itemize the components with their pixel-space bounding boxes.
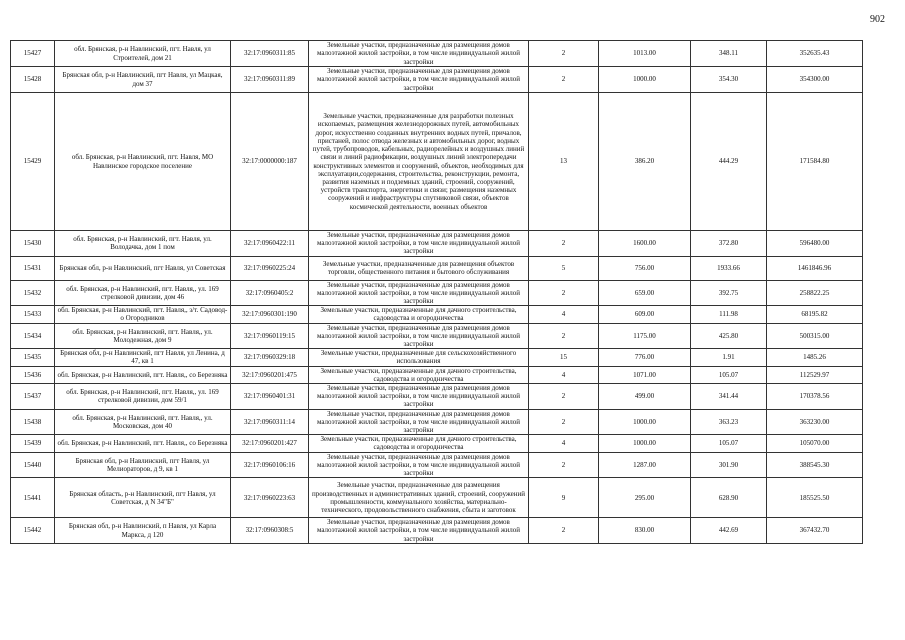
use-group-cell: 4 [529, 435, 599, 452]
cadastral-number-cell: 32:17:0960201:475 [231, 366, 309, 383]
cadastral-number-cell: 32:17:0960201:427 [231, 435, 309, 452]
address-cell: обл. Брянская, р-н Навлинский, пгт. Навля,, сo Березняка [55, 435, 231, 452]
address-cell: обл. Брянская, р-н Навлинский, пгт. Навля,, з/т. Садовод-о Огородников [55, 306, 231, 323]
cadastral-value-cell: 105070.00 [767, 435, 863, 452]
cadastral-number-cell: 32:17:0960119:15 [231, 323, 309, 349]
area-cell: 659.00 [599, 280, 691, 306]
row-id-cell: 15440 [11, 452, 55, 478]
table-row [11, 384, 863, 410]
use-group-cell: 13 [529, 93, 599, 231]
table-body [11, 41, 863, 544]
cadastral-value-cell: 1485.26 [767, 349, 863, 366]
cadastral-number-cell: 32:17:0960225:24 [231, 256, 309, 280]
specific-value-cell: 442.69 [691, 518, 767, 544]
land-use-cell: Земельные участки, предназначенные для размещения домов малоэтажной жилой застройки, в том числе индивидуальной жилой застройки [309, 384, 529, 410]
table-row [11, 280, 863, 306]
specific-value-cell: 425.80 [691, 323, 767, 349]
use-group-cell: 2 [529, 452, 599, 478]
specific-value-cell: 363.23 [691, 409, 767, 435]
address-cell: Брянская обл, р-н Навлинский, пгт Навля, ул Советская [55, 256, 231, 280]
row-id-cell: 15428 [11, 67, 55, 93]
land-use-cell: Земельные участки, предназначенные для разработки полезных ископаемых, размещения железнодорожных путей, автомобильных дорог, искусственно созданных внутренних водных путей, причалов, пристаней, полос отвода железных и автомобильных дорог, водных путей, трубопроводов, кабельных, радиорелейных и воздушных линий связи и линий радиофикации, воздушных линий электропередачи конструктивных элементов и сооружений, объектов, необходимых для эксплуатации,содержания, строительства, реконструкции, ремонта, развития наземных и подземных зданий, строений, сооружений, устройств транспорта, энергетики и связи; размещения наземных сооружений и инфраструктуры спутниковой связи, объектов космической деятельности, военных объектов [309, 93, 529, 231]
area-cell: 386.20 [599, 93, 691, 231]
table-row [11, 409, 863, 435]
cadastral-number-cell: 32:17:0960311:14 [231, 409, 309, 435]
cadastral-number-cell: 32:17:0960311:89 [231, 67, 309, 93]
land-use-cell: Земельные участки, предназначенные для размещения домов малоэтажной жилой застройки, в том числе индивидуальной жилой застройки [309, 452, 529, 478]
specific-value-cell: 372.80 [691, 231, 767, 257]
table-row [11, 349, 863, 366]
specific-value-cell: 1.91 [691, 349, 767, 366]
table-row [11, 518, 863, 544]
cadastral-number-cell: 32:17:0960301:190 [231, 306, 309, 323]
address-cell: обл. Брянская, р-н Навлинский, пгт. Навля,, ул. Молодежная, дом 9 [55, 323, 231, 349]
row-id-cell: 15433 [11, 306, 55, 323]
address-cell: обл. Брянская, р-н Навлинский, пгт. Навля, МО Навлинское городское поселение [55, 93, 231, 231]
row-id-cell: 15439 [11, 435, 55, 452]
row-id-cell: 15436 [11, 366, 55, 383]
cadastral-number-cell: 32:17:0960405:2 [231, 280, 309, 306]
area-cell: 1071.00 [599, 366, 691, 383]
cadastral-value-cell: 388545.30 [767, 452, 863, 478]
use-group-cell: 2 [529, 231, 599, 257]
land-use-cell: Земельные участки, предназначенные для дачного строительства, садоводства и огородничества [309, 366, 529, 383]
use-group-cell: 2 [529, 280, 599, 306]
table-row [11, 306, 863, 323]
land-use-cell: Земельные участки, предназначенные для размещения домов малоэтажной жилой застройки, в том числе индивидуальной жилой застройки [309, 323, 529, 349]
area-cell: 499.00 [599, 384, 691, 410]
address-cell: Брянская обл, р-н Навлинский, пгт Навля, ул Мелиораторов, д 9, кв 1 [55, 452, 231, 478]
use-group-cell: 2 [529, 67, 599, 93]
table-row [11, 93, 863, 231]
use-group-cell: 2 [529, 384, 599, 410]
use-group-cell: 2 [529, 323, 599, 349]
specific-value-cell: 105.07 [691, 435, 767, 452]
cadastral-number-cell: 32:17:0960329:18 [231, 349, 309, 366]
area-cell: 830.00 [599, 518, 691, 544]
specific-value-cell: 1933.66 [691, 256, 767, 280]
area-cell: 756.00 [599, 256, 691, 280]
table-row [11, 323, 863, 349]
cadastral-number-cell: 32:17:0960308:5 [231, 518, 309, 544]
area-cell: 776.00 [599, 349, 691, 366]
table-row [11, 452, 863, 478]
specific-value-cell: 628.90 [691, 478, 767, 518]
cadastral-value-cell: 367432.70 [767, 518, 863, 544]
table-row [11, 435, 863, 452]
use-group-cell: 2 [529, 518, 599, 544]
use-group-cell: 9 [529, 478, 599, 518]
specific-value-cell: 392.75 [691, 280, 767, 306]
cadastral-value-cell: 352635.43 [767, 41, 863, 67]
area-cell: 1287.00 [599, 452, 691, 478]
land-use-cell: Земельные участки, предназначенные для размещения домов малоэтажной жилой застройки, в том числе индивидуальной жилой застройки [309, 409, 529, 435]
table-row [11, 366, 863, 383]
land-use-cell: Земельные участки, предназначенные для дачного строительства, садоводства и огородничества [309, 306, 529, 323]
land-use-cell: Земельные участки, предназначенные для размещения объектов торговли, общественного питания и бытового обслуживания [309, 256, 529, 280]
cadastral-value-cell: 363230.00 [767, 409, 863, 435]
table-row [11, 67, 863, 93]
address-cell: Брянская обл, р-н Навлинский, пгт Навля, ул Мацкая, дом 37 [55, 67, 231, 93]
row-id-cell: 15435 [11, 349, 55, 366]
row-id-cell: 15434 [11, 323, 55, 349]
specific-value-cell: 444.29 [691, 93, 767, 231]
cadastral-value-cell: 185525.50 [767, 478, 863, 518]
address-cell: обл. Брянская, р-н Навлинский, пгт. Навля,, ул. Московская, дом 40 [55, 409, 231, 435]
specific-value-cell: 111.98 [691, 306, 767, 323]
area-cell: 1600.00 [599, 231, 691, 257]
row-id-cell: 15431 [11, 256, 55, 280]
address-cell: обл. Брянская, р-н Навлинский, пгт. Навля, ул Строителей, дом 21 [55, 41, 231, 67]
row-id-cell: 15437 [11, 384, 55, 410]
land-use-cell: Земельные участки, предназначенные для размещения домов малоэтажной жилой застройки, в том числе индивидуальной жилой застройки [309, 518, 529, 544]
table-row [11, 231, 863, 257]
cadastral-value-cell: 354300.00 [767, 67, 863, 93]
row-id-cell: 15432 [11, 280, 55, 306]
address-cell: Брянская область, р-н Навлинский, пгт Навля, ул Советская, д N 34"Б" [55, 478, 231, 518]
address-cell: Брянская обл, р-н Навлинский, пгт Навля, ул Ленина, д 47, кв 1 [55, 349, 231, 366]
address-cell: Брянская обл, р-н Навлинский, п Навля, ул Карла Маркса, д 120 [55, 518, 231, 544]
land-use-cell: Земельные участки, предназначенные для размещения домов малоэтажной жилой застройки, в том числе индивидуальной жилой застройки [309, 67, 529, 93]
cadastral-value-cell: 68195.82 [767, 306, 863, 323]
area-cell: 295.00 [599, 478, 691, 518]
specific-value-cell: 348.11 [691, 41, 767, 67]
land-use-cell: Земельные участки, предназначенные для сельскохозяйственного использования [309, 349, 529, 366]
specific-value-cell: 354.30 [691, 67, 767, 93]
specific-value-cell: 301.90 [691, 452, 767, 478]
cadastral-value-cell: 171584.80 [767, 93, 863, 231]
page-number: 902 [870, 14, 885, 25]
address-cell: обл. Брянская, р-н Навлинский, пгт. Навля, ул. Володачка, дом 1 пом [55, 231, 231, 257]
address-cell: обл. Брянская, р-н Навлинский, пгт. Навля,, ул. 169 стрелковой дивизии, дом 59/1 [55, 384, 231, 410]
area-cell: 1000.00 [599, 409, 691, 435]
area-cell: 1000.00 [599, 67, 691, 93]
row-id-cell: 15427 [11, 41, 55, 67]
cadastral-value-cell: 1461846.96 [767, 256, 863, 280]
use-group-cell: 5 [529, 256, 599, 280]
cadastral-number-cell: 32:17:0960223:63 [231, 478, 309, 518]
table-row [11, 478, 863, 518]
use-group-cell: 15 [529, 349, 599, 366]
area-cell: 1175.00 [599, 323, 691, 349]
land-use-cell: Земельные участки, предназначенные для дачного строительства, садоводства и огородничества [309, 435, 529, 452]
specific-value-cell: 341.44 [691, 384, 767, 410]
cadastral-number-cell: 32:17:0960106:16 [231, 452, 309, 478]
address-cell: обл. Брянская, р-н Навлинский, пгт. Навля,, ул. 169 стрелковой дивизии, дом 46 [55, 280, 231, 306]
table-row [11, 41, 863, 67]
row-id-cell: 15441 [11, 478, 55, 518]
row-id-cell: 15438 [11, 409, 55, 435]
use-group-cell: 4 [529, 366, 599, 383]
row-id-cell: 15442 [11, 518, 55, 544]
cadastral-number-cell: 32:17:0960401:31 [231, 384, 309, 410]
area-cell: 609.00 [599, 306, 691, 323]
cadastral-number-cell: 32:17:0960422:11 [231, 231, 309, 257]
area-cell: 1013.00 [599, 41, 691, 67]
specific-value-cell: 105.07 [691, 366, 767, 383]
cadastral-value-cell: 170378.56 [767, 384, 863, 410]
cadastral-value-cell: 258822.25 [767, 280, 863, 306]
cadastral-value-cell: 596480.00 [767, 231, 863, 257]
land-use-cell: Земельные участки, предназначенные для размещения домов малоэтажной жилой застройки, в том числе индивидуальной жилой застройки [309, 280, 529, 306]
land-use-cell: Земельные участки, предназначенные для размещения домов малоэтажной жилой застройки, в том числе индивидуальной жилой застройки [309, 231, 529, 257]
use-group-cell: 4 [529, 306, 599, 323]
use-group-cell: 2 [529, 41, 599, 67]
cadastral-value-cell: 500315.00 [767, 323, 863, 349]
land-use-cell: Земельные участки, предназначенные для размещения производственных и административных зданий, строений, сооружений промышленности, коммунального хозяйства, материально-технического, продовольственного снабжения, сбыта и заготовок [309, 478, 529, 518]
address-cell: обл. Брянская, р-н Навлинский, пгт. Навля,, сo Березняка [55, 366, 231, 383]
cadastral-value-cell: 112529.97 [767, 366, 863, 383]
registry-table [10, 40, 863, 544]
table-row [11, 256, 863, 280]
land-use-cell: Земельные участки, предназначенные для размещения домов малоэтажной жилой застройки, в том числе индивидуальной жилой застройки [309, 41, 529, 67]
cadastral-number-cell: 32:17:0960311:85 [231, 41, 309, 67]
row-id-cell: 15429 [11, 93, 55, 231]
use-group-cell: 2 [529, 409, 599, 435]
row-id-cell: 15430 [11, 231, 55, 257]
cadastral-number-cell: 32:17:0000000:187 [231, 93, 309, 231]
area-cell: 1000.00 [599, 435, 691, 452]
